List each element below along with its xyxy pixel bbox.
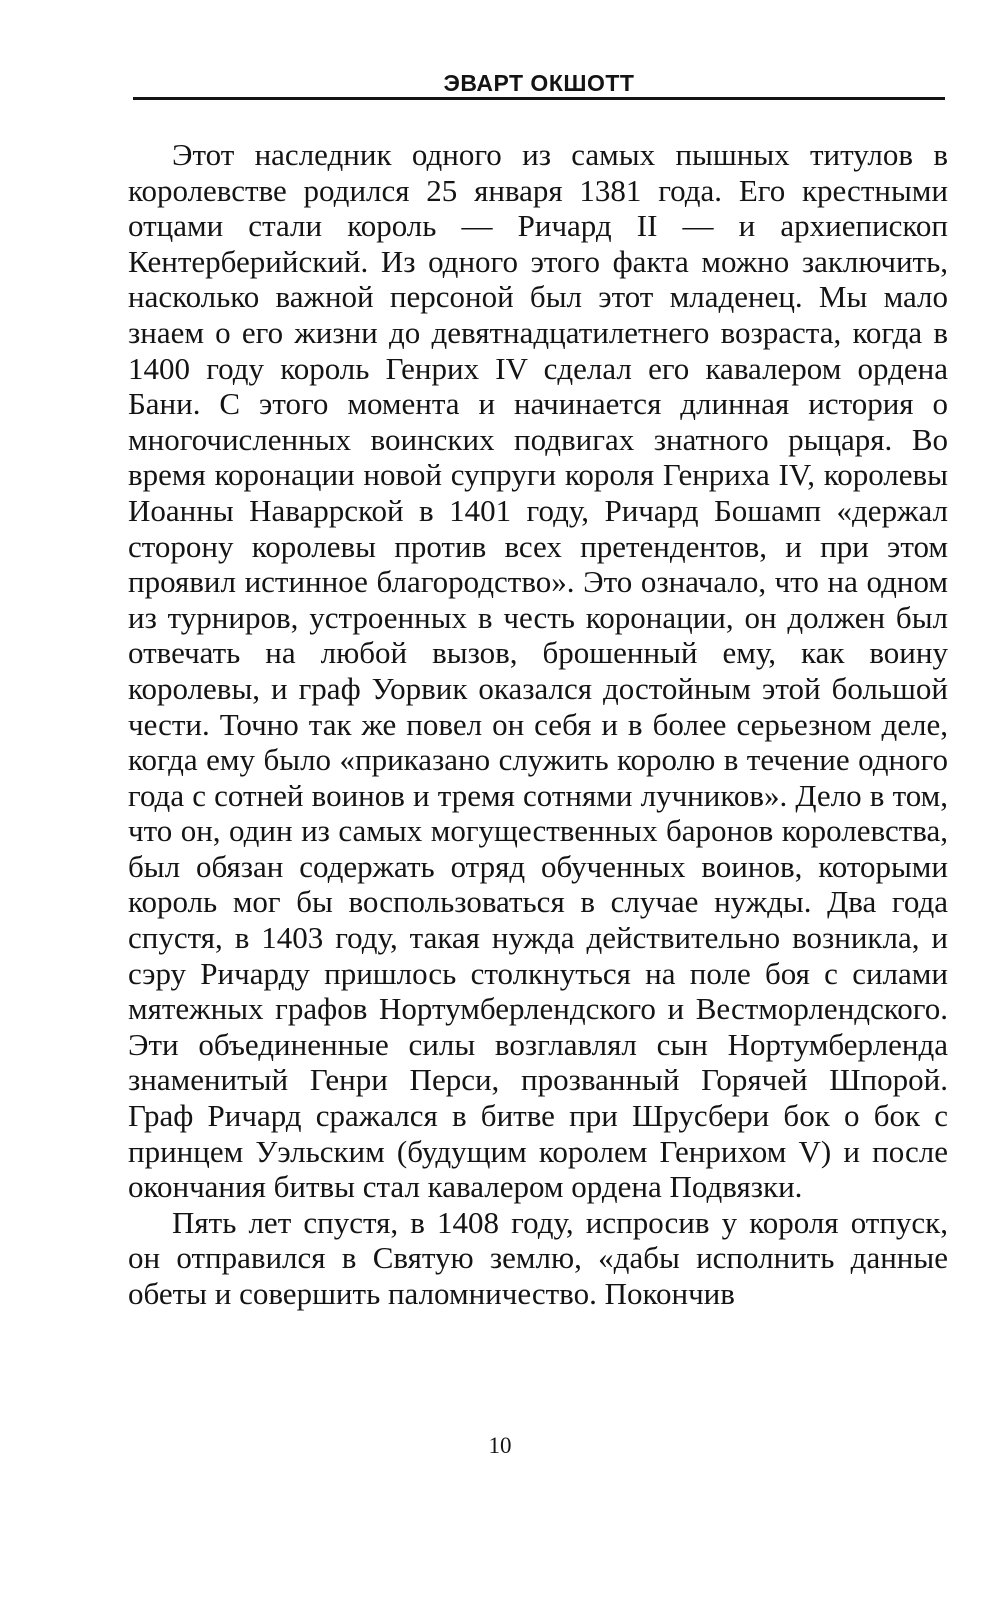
running-head: ЭВАРТ ОКШОТТ bbox=[443, 70, 635, 96]
page-number: 10 bbox=[488, 1433, 512, 1458]
page-header bbox=[133, 66, 945, 104]
body-text bbox=[128, 137, 948, 1312]
paragraph: Этот наследник одного из самых пышных титулов в королевстве родился 25 января 1381 года. Его крестными отцами стали король — Ричард II — и архиепископ Кентерберийский. Из одного этого факта можно заключить, насколько важной персоной был этот младенец. Мы мало знаем о его жизни до девятнадцатилетнего возраста, когда в 1400 году король Генрих IV сделал его кавалером ордена Бани. С этого момента и начинается длинная история о многочисленных воинских подвигах знатного рыцаря. Во время коронации новой супруги короля Генриха IV, королевы Иоанны Наваррской в 1401 году, Ричард Бошамп «держал сторону королевы против всех претендентов, и при этом проявил истинное благородство». Это означало, что на одном из турниров, устроенных в честь коронации, он должен был отвечать на любой вызов, брошенный ему, как воину королевы, и граф Уорвик оказался достойным этой большой чести. Точно так же повел он себя и в более серьезном деле, когда ему было «приказано служить королю в течение одного года с сотней воинов и тремя сотнями лучников». Дело в том, что он, один из самых могущественных баронов королевства, был обязан содержать отряд обученных воинов, которыми король мог бы воспользоваться в случае нужды. Два года спустя, в 1403 году, такая нужда действительно возникла, и сэру Ричарду пришлось столкнуться на поле боя с силами мятежных графов Нортумберлендского и Вестморлендского. Эти объединенные силы возглавлял сын Нортумберленда знаменитый Генри Перси, прозванный Горячей Шпорой. Граф Ричард сражался в битве при Шрусбери бок о бок с принцем Уэльским (будущим королем Генрихом V) и после окончания битвы стал кавалером ордена Подвязки. bbox=[128, 137, 948, 1205]
header-rule bbox=[133, 97, 945, 100]
paragraph: Пять лет спустя, в 1408 году, испросив у короля отпуск, он отправился в Святую землю, «дабы исполнить данные обеты и совершить паломничество. Покончив bbox=[128, 1204, 948, 1311]
